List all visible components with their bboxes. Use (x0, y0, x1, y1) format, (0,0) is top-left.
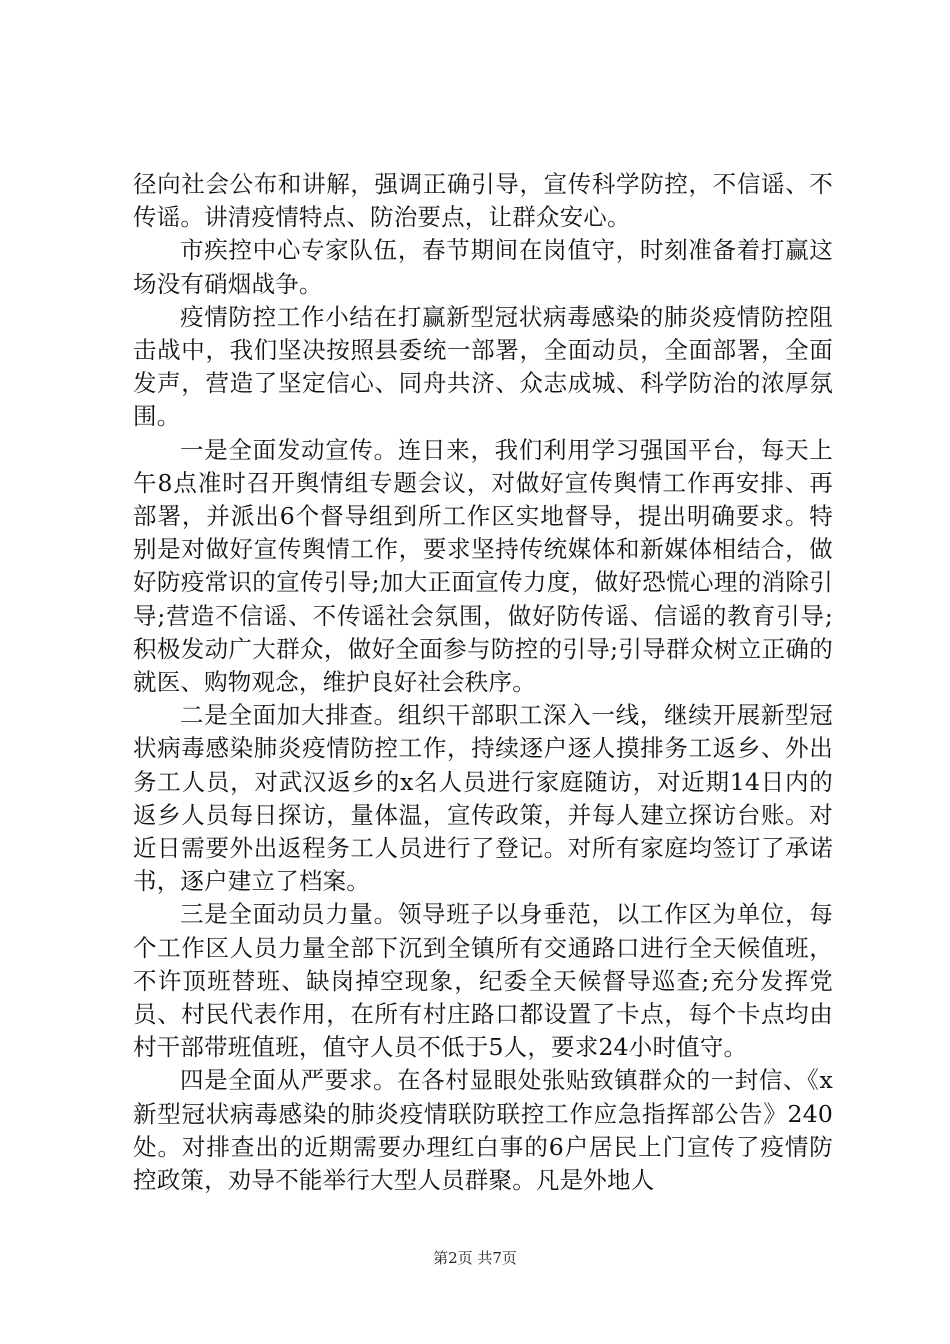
paragraph-5: 二是全面加大排查。组织干部职工深入一线，继续开展新型冠状病毒感染肺炎疫情防控工作，持续逐户逐人摸排务工返乡、外出务工人员，对武汉返乡的x名人员进行家庭随访，对近期14日内的返乡人员每日探访，量体温，宣传政策，并每人建立探访台账。对近日需要外出返程务工人员进行了登记。对所有家庭均签订了承诺书，逐户建立了档案。 (133, 701, 833, 896)
page-number-footer: 第2页 共7页 (433, 1249, 517, 1267)
paragraph-2: 市疾控中心专家队伍，春节期间在岗值守，时刻准备着打赢这场没有硝烟战争。 (133, 236, 833, 298)
paragraph-4: 一是全面发动宣传。连日来，我们利用学习强国平台，每天上午8点准时召开舆情组专题会议，对做好宣传舆情工作再安排、再部署，并派出6个督导组到所工作区实地督导，提出明确要求。特别是对做好宣传舆情工作，要求坚持传统媒体和新媒体相结合，做好防疫常识的宣传引导;加大正面宣传力度，做好恐慌心理的消除引导;营造不信谣、不传谣社会氛围，做好防传谣、信谣的教育引导;积极发动广大群众，做好全面参与防控的引导;引导群众树立正确的就医、购物观念，维护良好社会秩序。 (133, 435, 833, 697)
paragraph-7: 四是全面从严要求。在各村显眼处张贴致镇群众的一封信、《x新型冠状病毒感染的肺炎疫情联防联控工作应急指挥部公告》240处。对排查出的近期需要办理红白事的6户居民上门宣传了疫情防控政策，劝导不能举行大型人员群聚。凡是外地人 (133, 1066, 833, 1195)
document-body (133, 168, 833, 1197)
paragraph-3: 疫情防控工作小结在打赢新型冠状病毒感染的肺炎疫情防控阻击战中，我们坚决按照县委统一部署，全面动员，全面部署，全面发声，营造了坚定信心、同舟共济、众志成城、科学防治的浓厚氛围。 (133, 302, 833, 431)
paragraph-6: 三是全面动员力量。领导班子以身垂范，以工作区为单位，每个工作区人员力量全部下沉到全镇所有交通路口进行全天候值班，不许顶班替班、缺岗掉空现象，纪委全天候督导巡查;充分发挥党员、村民代表作用，在所有村庄路口都设置了卡点，每个卡点均由村干部带班值班，值守人员不低于5人，要求24小时值守。 (133, 900, 833, 1062)
paragraph-1: 径向社会公布和讲解，强调正确引导，宣传科学防控，不信谣、不传谣。讲清疫情特点、防治要点，让群众安心。 (133, 170, 833, 232)
